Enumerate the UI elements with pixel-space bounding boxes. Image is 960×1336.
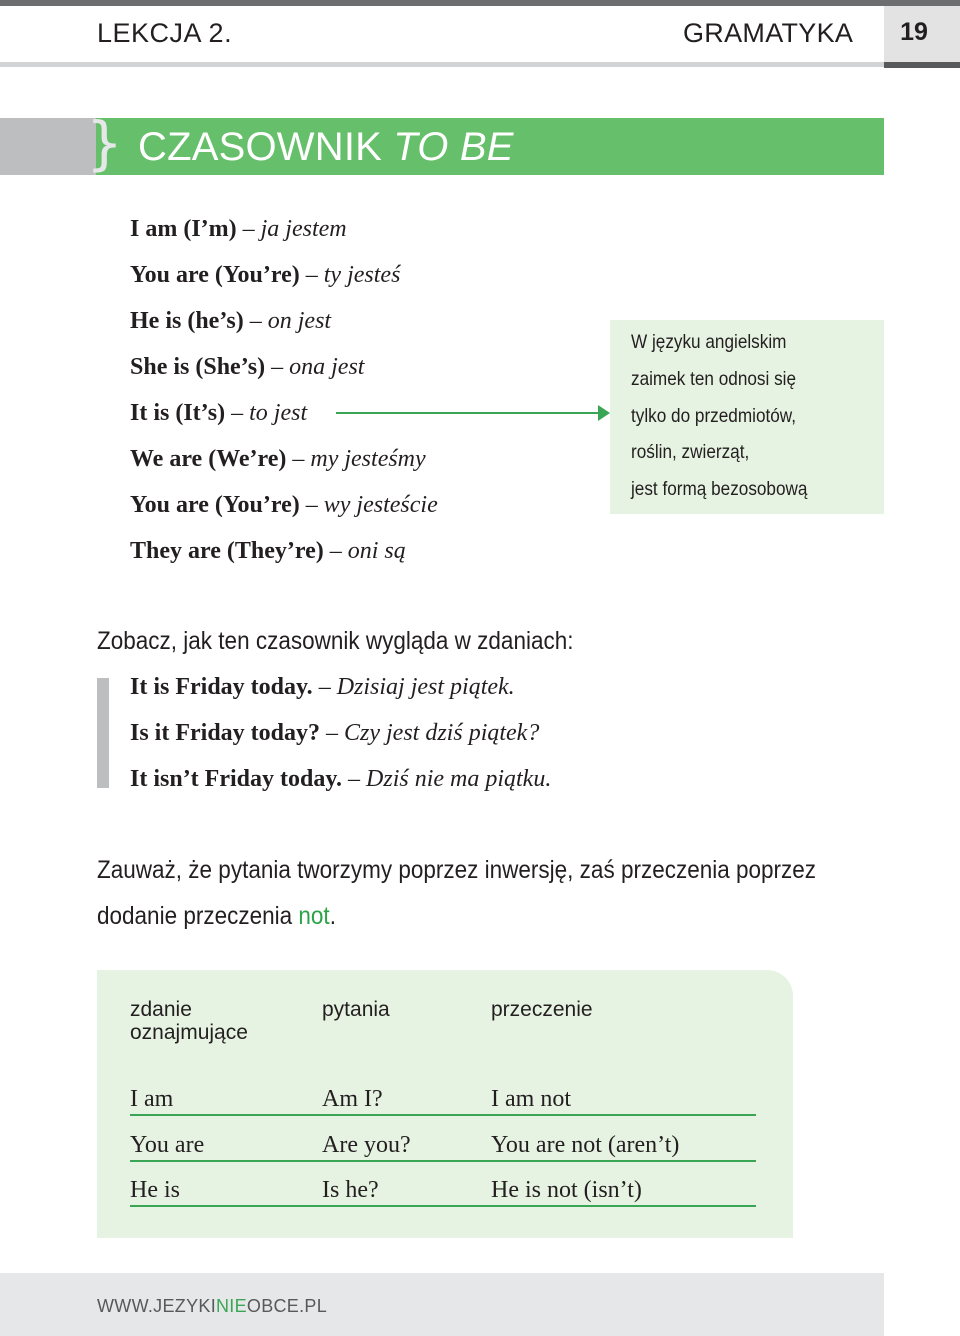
conjugation-polish: my jesteśmy <box>310 446 426 472</box>
arrow-head-icon <box>598 405 610 421</box>
note-line: roślin, zwierząt, <box>631 441 750 463</box>
brace-icon: } <box>86 109 123 177</box>
conjugation-english: I am (I’m) <box>130 216 237 242</box>
example-polish: Dzisiaj jest piątek. <box>336 674 515 700</box>
footer-url-part: WWW.JEZYKI <box>97 1296 216 1316</box>
dash: – <box>265 354 290 380</box>
conjugation-polish: on jest <box>267 308 332 334</box>
top-rule <box>0 0 960 6</box>
dash: – <box>225 400 250 426</box>
note-line: W języku angielskim <box>631 331 787 353</box>
conjugation-row <box>130 216 347 243</box>
dash: – <box>286 446 311 472</box>
arrow-line <box>336 412 600 414</box>
conjugation-polish: oni są <box>347 538 406 564</box>
conjugation-polish: to jest <box>249 400 308 426</box>
note-line: jest formą bezosobową <box>631 478 808 500</box>
conjugation-english: She is (She’s) <box>130 354 266 380</box>
table-cell: Is he? <box>322 1177 379 1203</box>
conjugation-row <box>130 354 364 381</box>
example-english: It is Friday today. <box>130 674 313 700</box>
conjugation-row <box>130 538 406 565</box>
example-sentence <box>130 720 539 747</box>
lesson-label: LEKCJA 2. <box>97 18 233 48</box>
dash: – <box>243 308 268 334</box>
examples-side-bar <box>97 678 109 788</box>
conjugation-row <box>130 262 400 289</box>
example-polish: Czy jest dziś piątek? <box>344 720 540 746</box>
conjugation-english: It is (It’s) <box>130 400 226 426</box>
table-cell: He is not (isn’t) <box>491 1177 642 1203</box>
grammar-note-text: dodanie przeczenia <box>97 902 299 930</box>
table-cell: You are not (aren’t) <box>491 1132 680 1158</box>
table-cell: Are you? <box>322 1132 411 1158</box>
table-header-negation: przeczenie <box>491 998 593 1021</box>
table-row-rule <box>130 1205 756 1207</box>
conjugation-row <box>130 400 307 427</box>
note-line: zaimek ten odnosi się <box>631 368 797 390</box>
dash: – <box>320 720 345 746</box>
dash: – <box>312 674 337 700</box>
grammar-note-period: . <box>329 902 336 930</box>
conjugation-polish: ty jesteś <box>323 262 401 288</box>
example-polish: Dziś nie ma piątku. <box>366 766 552 792</box>
conjugation-english: They are (They’re) <box>130 538 324 564</box>
table-row-rule <box>130 1160 756 1162</box>
table-cell: I am not <box>491 1086 571 1112</box>
conjugation-english: You are (You’re) <box>130 492 300 518</box>
dash: – <box>299 492 324 518</box>
table-header-statement: zdanie oznajmujące <box>130 998 248 1044</box>
grammar-note-line: Zauważ, że pytania tworzymy poprzez inwersję, zaś przeczenia poprzez <box>97 856 817 884</box>
header-rule-accent <box>884 62 960 68</box>
note-line: tylko do przedmiotów, <box>631 405 797 427</box>
section-title <box>138 125 514 170</box>
dash: – <box>323 538 348 564</box>
conjugation-row <box>130 446 426 473</box>
section-title-italic: TO BE <box>393 125 514 169</box>
footer-url-highlight: NIE <box>216 1296 247 1316</box>
section-label: GRAMATYKA <box>683 18 854 48</box>
conjugation-polish: ja jestem <box>260 216 347 242</box>
title-band-left <box>0 118 96 175</box>
conjugation-polish: wy jesteście <box>323 492 438 518</box>
table-cell: Am I? <box>322 1086 383 1112</box>
examples-heading: Zobacz, jak ten czasownik wygląda w zdaniach: <box>97 627 574 655</box>
grammar-note-line <box>97 902 336 931</box>
example-english: Is it Friday today? <box>130 720 321 746</box>
dash: – <box>236 216 261 242</box>
highlight-not: not <box>298 902 330 930</box>
conjugation-english: You are (You’re) <box>130 262 300 288</box>
header-rule <box>0 62 884 67</box>
section-title-prefix: CZASOWNIK <box>138 125 394 169</box>
conjugation-row <box>130 492 438 519</box>
table-row-rule <box>130 1114 756 1116</box>
example-sentence <box>130 766 551 793</box>
conjugation-english: We are (We’re) <box>130 446 287 472</box>
table-cell: I am <box>130 1086 174 1112</box>
footer-url-part: OBCE.PL <box>246 1296 328 1316</box>
table-header-question: pytania <box>322 998 390 1021</box>
page-number: 19 <box>900 18 928 46</box>
table-cell: He is <box>130 1177 180 1203</box>
dash: – <box>342 766 367 792</box>
example-sentence <box>130 674 515 701</box>
footer-url <box>97 1296 327 1317</box>
dash: – <box>299 262 324 288</box>
conjugation-row <box>130 308 331 335</box>
conjugation-polish: ona jest <box>289 354 365 380</box>
example-english: It isn’t Friday today. <box>130 766 343 792</box>
conjugation-english: He is (he’s) <box>130 308 244 334</box>
table-cell: You are <box>130 1132 205 1158</box>
